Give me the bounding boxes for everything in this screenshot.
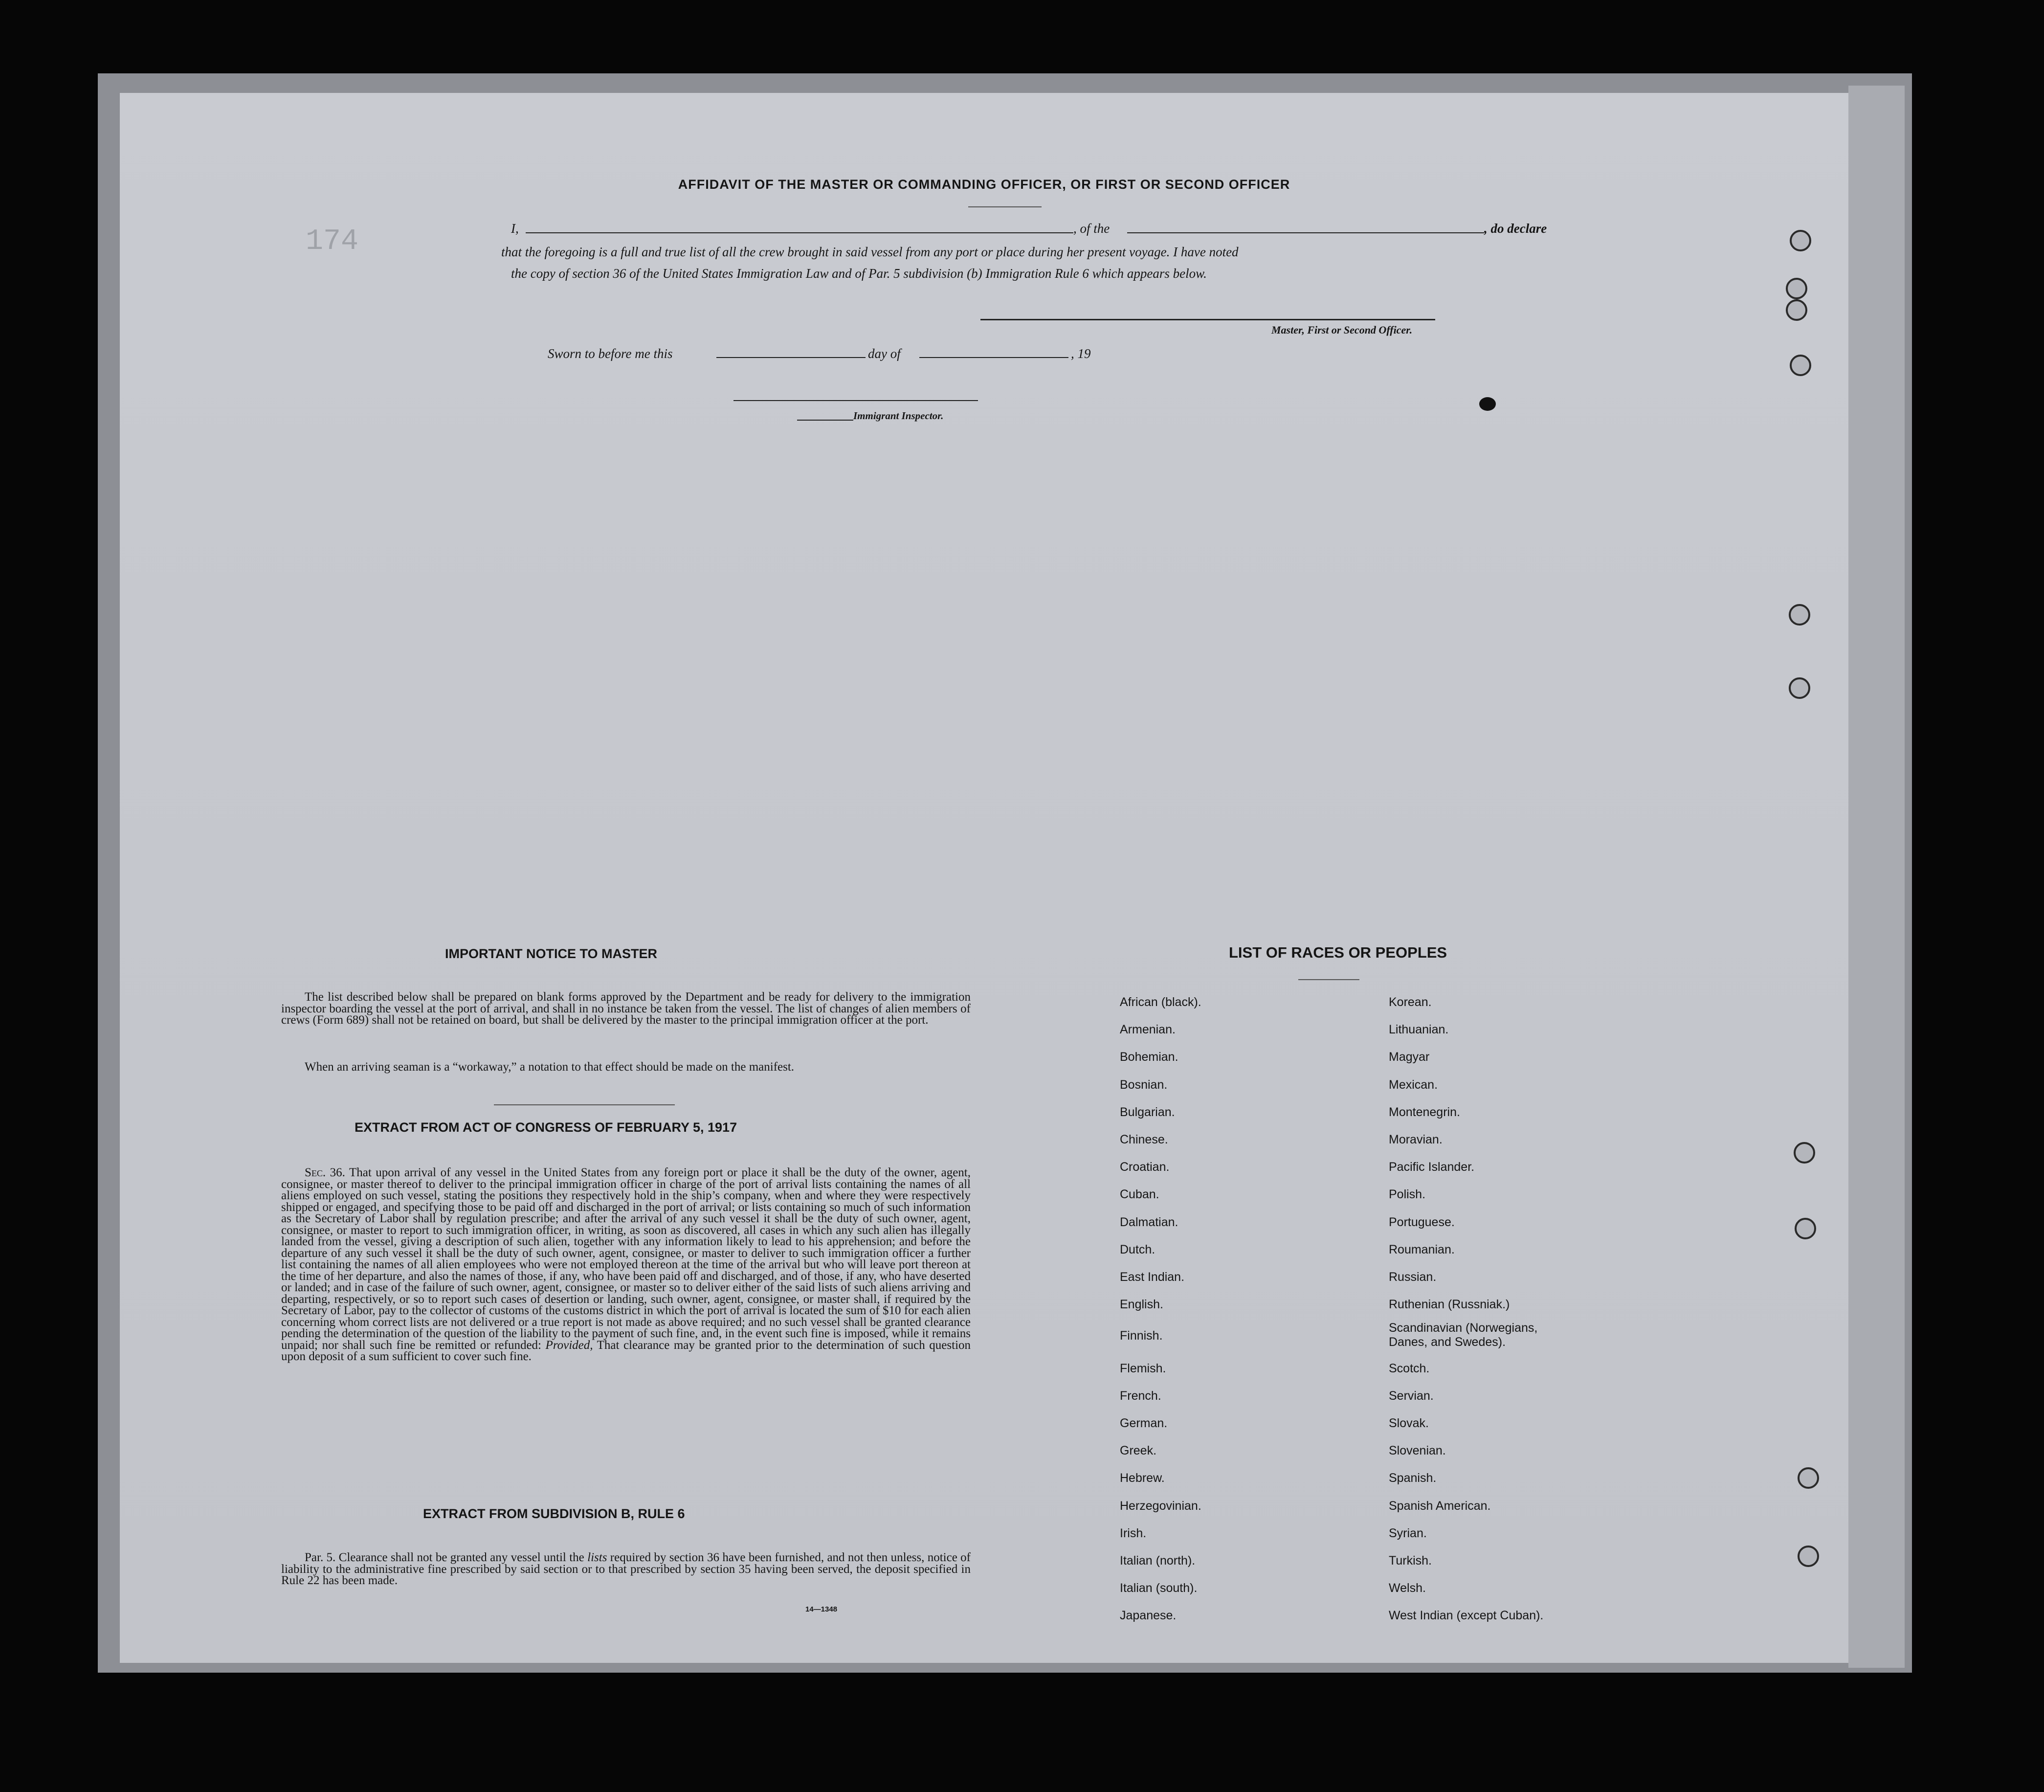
form-number: 14—1348 — [805, 1605, 838, 1613]
inspector-short-line — [797, 420, 853, 421]
race-right-item: Slovak. — [1389, 1416, 1429, 1430]
affidavit-declare-label: , do declare — [1484, 221, 1547, 236]
race-right-item: Roumanian. — [1389, 1242, 1455, 1256]
name-blank-line — [526, 232, 1073, 233]
notice-title: IMPORTANT NOTICE TO MASTER — [445, 946, 657, 961]
binder-hole — [1790, 230, 1811, 251]
race-right-item: Korean. — [1389, 995, 1432, 1009]
sworn-month-blank — [919, 357, 1068, 358]
affidavit-i-label: I, — [511, 221, 519, 236]
race-right-item: Slovenian. — [1389, 1444, 1446, 1458]
notice-paragraph-2: When an arriving seaman is a “workaway,” a notation to that effect should be made on the manifest. — [305, 1060, 795, 1074]
race-left-item: French. — [1120, 1389, 1161, 1403]
race-left-item: Chinese. — [1120, 1133, 1168, 1146]
sworn-prefix: Sworn to before me this — [548, 346, 673, 361]
race-left-item: Bosnian. — [1120, 1077, 1168, 1092]
races-title: LIST OF RACES OR PEOPLES — [1229, 944, 1447, 961]
rule-paragraph — [281, 1552, 971, 1587]
race-left-item: Italian (south). — [1120, 1581, 1198, 1595]
sworn-day-label: day of — [868, 346, 901, 361]
race-left-item: German. — [1120, 1416, 1168, 1430]
rule-title: EXTRACT FROM SUBDIVISION B, RULE 6 — [423, 1506, 685, 1521]
race-right-item: Ruthenian (Russniak.) — [1389, 1298, 1510, 1312]
binder-hole — [1790, 355, 1811, 376]
race-right-item: Servian. — [1389, 1389, 1434, 1403]
race-left-item: East Indian. — [1120, 1270, 1185, 1284]
notice-rule — [494, 1104, 675, 1105]
master-signature-label: Master, First or Second Officer. — [1271, 324, 1413, 336]
race-left-item: Armenian. — [1120, 1023, 1176, 1037]
title-rule — [968, 206, 1042, 207]
race-right-item: Pacific Islander. — [1389, 1160, 1475, 1174]
race-right-item: West Indian (except Cuban). — [1389, 1609, 1544, 1623]
section-label: Sec. 36. — [305, 1166, 345, 1179]
race-right-item: Moravian. — [1389, 1133, 1443, 1146]
race-left-item: Finnish. — [1120, 1329, 1163, 1343]
rule-text-a: Par. 5. Clearance shall not be granted any vessel until the — [305, 1551, 584, 1564]
races-rule — [1298, 979, 1359, 980]
race-right-item: Syrian. — [1389, 1526, 1427, 1540]
race-left-item: Herzegovinian. — [1120, 1499, 1201, 1513]
race-right-item: Lithuanian. — [1389, 1023, 1449, 1037]
inspector-signature-line — [733, 400, 978, 401]
rule-text-b: required by section 36 have been furnished, and not then unless, notice of liability to the administrative fine prescribed by said section or to that prescribed by section 35 having been served, the deposit specified in Rule 22 has been made. — [281, 1551, 971, 1587]
race-left-item: Hebrew. — [1120, 1471, 1165, 1485]
provided-word: Provided, — [545, 1338, 593, 1352]
race-right-item: Montenegrin. — [1389, 1105, 1460, 1119]
race-right-item: Scandinavian (Norwegians, — [1389, 1321, 1538, 1335]
notice-paragraph-1: The list described below shall be prepared on blank forms approved by the Department and be ready for delivery to the immigration inspector boarding the vessel at the port of arrival, and shall in no instance be taken from the vessel. The list of changes of alien members of crews (Form 689) shall not be retained on board, but shall be delivered by the master to the principal immigration officer at the port. — [281, 990, 971, 1027]
race-left-item: Italian (north). — [1120, 1554, 1196, 1568]
binder-hole — [1789, 677, 1810, 699]
page-edge-strip — [1848, 86, 1905, 1668]
binder-hole — [1786, 299, 1807, 321]
sworn-year-label: , 19 — [1071, 346, 1091, 361]
race-left-item: Croatian. — [1120, 1160, 1170, 1174]
race-right-item: Portuguese. — [1389, 1215, 1455, 1229]
affidavit-line-2: that the foregoing is a full and true list of all the crew brought in said vessel from any port or place during her present voyage. I have noted — [501, 245, 1239, 259]
race-left-item: Greek. — [1120, 1444, 1157, 1458]
race-left-item: Bulgarian. — [1120, 1105, 1175, 1119]
race-right-item: Turkish. — [1389, 1554, 1432, 1568]
binder-hole — [1795, 1218, 1816, 1239]
race-scandinavian-line-2: Danes, and Swedes). — [1389, 1335, 1506, 1349]
race-left-item: Dutch. — [1120, 1242, 1155, 1256]
race-left-item: Cuban. — [1120, 1187, 1159, 1202]
binder-hole — [1789, 604, 1810, 626]
race-right-item: Russian. — [1389, 1270, 1437, 1284]
section-text: That upon arrival of any vessel in the United States from any foreign port or place it shall be the duty of the owner, agent, consignee, or master thereof to deliver to the principal immigration officer in charge of the port of arrival lists containing the names of all aliens employed on such vessel, stating the positions they respectively hold in the ship’s company, when and where they were respectively shipped or engaged, and specifying those to be paid off and discharged in the port of arrival; or lists containing so much of such information as the Secretary of Labor shall by regulation prescribe; and after the arrival of any such vessel it shall be the duty of such owner, agent, consignee, or master to report to such immigration officer, in writing, as soon as discovered, all cases in which any such alien has illegally landed from the vessel, giving a description of such alien, together with any information likely to lead to his apprehension; and before the departure of any such vessel it shall be the duty of such owner, agent, consignee, or master to deliver to such immigration officer a further list containing the names of all alien employees who were not employed thereon at the time of the arrival but who will leave port thereon at the time of her departure, and also the names of those, if any, who have been paid off and discharged, and of those, if any, who have deserted or landed; and in case of the failure of such owner, agent, consignee, or master so to deliver either of the said lists of such aliens arriving and departing, respectively, or so to report such cases of desertion or landing, such owner, agent, consignee, or master shall, if required by the Secretary of Labor, pay to the collector of customs of the customs district in which the port of arrival is located the sum of $10 for each alien concerning whom correct lists are not delivered or a true report is not made as above required; and no such vessel shall be granted clearance pending the determination of the question of the liability to the payment of such fine, and, in the event such fine is imposed, while it remains unpaid; nor shall such fine be remitted or refunded: — [281, 1166, 971, 1352]
binder-hole — [1798, 1467, 1819, 1489]
affidavit-line-3: the copy of section 36 of the United States Immigration Law and of Par. 5 subdivision (b) Immigration Rule 6 which appears below. — [511, 266, 1207, 281]
section-text-end: That clearance may be granted prior to the determination of such question upon deposit of a sum sufficient to cover such fine. — [281, 1338, 971, 1363]
rule-lists-word: lists — [587, 1551, 607, 1564]
race-left-item: Dalmatian. — [1120, 1215, 1178, 1229]
affidavit-title: AFFIDAVIT OF THE MASTER OR COMMANDING OFFICER, OR FIRST OR SECOND OFFICER — [678, 177, 1290, 192]
act-title: EXTRACT FROM ACT OF CONGRESS OF FEBRUARY 5, 1917 — [355, 1120, 737, 1135]
affidavit-of-the-label: , of the — [1073, 221, 1110, 236]
inspector-label: Immigrant Inspector. — [853, 410, 944, 422]
race-right-item: Spanish American. — [1389, 1499, 1491, 1513]
act-section-36-text — [281, 1167, 971, 1363]
vessel-blank-line — [1127, 232, 1484, 233]
race-right-item: Scotch. — [1389, 1361, 1430, 1375]
race-left-item: African (black). — [1120, 995, 1201, 1009]
race-right-item: Magyar — [1389, 1050, 1430, 1064]
race-left-item: English. — [1120, 1298, 1163, 1312]
ink-blot — [1479, 397, 1496, 411]
race-right-item: Polish. — [1389, 1187, 1426, 1202]
master-signature-line — [980, 319, 1435, 320]
binder-hole — [1798, 1546, 1819, 1567]
race-right-item: Welsh. — [1389, 1581, 1426, 1595]
binder-hole — [1794, 1142, 1815, 1164]
binder-hole — [1786, 278, 1807, 299]
document-page — [120, 93, 1848, 1663]
race-right-item: Spanish. — [1389, 1471, 1437, 1485]
race-left-item: Flemish. — [1120, 1361, 1166, 1375]
stamp-number: 174 — [306, 225, 359, 258]
race-left-item: Irish. — [1120, 1526, 1147, 1540]
race-right-item: Mexican. — [1389, 1077, 1438, 1092]
race-left-item: Bohemian. — [1120, 1050, 1178, 1064]
sworn-date-blank — [716, 357, 866, 358]
race-left-item: Japanese. — [1120, 1609, 1177, 1623]
